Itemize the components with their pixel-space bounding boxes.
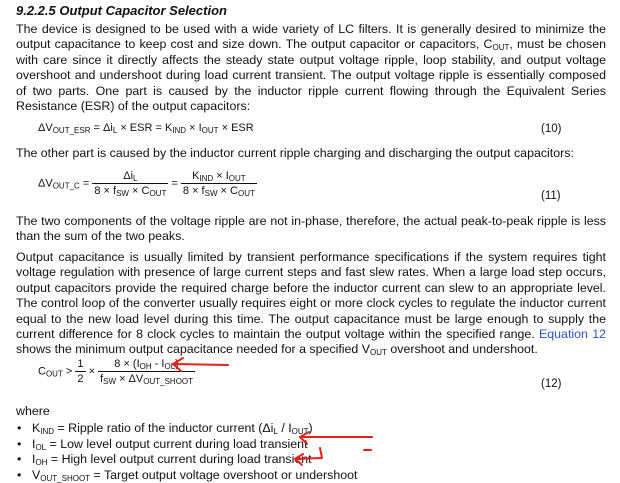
section-number: 9.2.2.5 — [16, 3, 56, 18]
fraction-11a: $\frac{\Delta i_L}{8 \times f_{SW} \times C_{OUT}}$ — [94, 170, 167, 198]
equation-number-12: (12) — [541, 378, 562, 390]
definition-kind: • $K_{IND}$ = Ripple ratio of the inductor current $(\Delta i_L / I_{OUT})$ — [16, 421, 357, 437]
fraction-11b: $\frac{K_{IND} \times I_{OUT}}{8 \times f_{SW} \times C_{OUT}}$ — [182, 170, 255, 198]
fraction-12-half: $\frac{1}{2}$ — [77, 358, 84, 385]
paragraph-intro: The device is designed to be used with a wide variety of LC filters. It is generally desired to minimize the output capacitance to keep cost and size down. The output capacitor or capacitors, $C_{OUT}$, must be chosen with care since it directly affects the steady state output voltage ripple, loop stability, and output voltage overshoot and undershoot during load current transient. The output voltage ripple is essentially composed of two parts. One part is caused by the inductor ripple current flowing through the Equivalent Series Resistance (ESR) of the output capacitors: — [16, 22, 606, 114]
annotation-strokes — [173, 358, 372, 465]
equation-12: $C_{OUT}$ > $\frac{1}{2}$ × $\frac{8 \times (I_{OH} - I_{OL})}{f_{SW} \times \Delta V_{OUT\_SHOOT}}$ — [38, 358, 194, 386]
definition-iol: • $I_{OL}$ = Low level output current during load transient — [16, 437, 357, 453]
fraction-12-main: $\frac{8 \times (I_{OH} - I_{OL})}{f_{SW} \times \Delta V_{OUT\_SHOOT}}$ — [100, 358, 194, 386]
equation-number-11: (11) — [541, 190, 561, 202]
equation-10: $\Delta V_{OUT\_ESR} = \Delta i_L$ × ESR = $K_{IND} \times I_{OUT}$ × ESR — [38, 122, 254, 135]
equation-12-link[interactable]: Equation 12 — [539, 327, 606, 342]
where-label: where — [16, 404, 50, 418]
equation-number-10: (10) — [541, 123, 562, 135]
definition-vout-shoot: • $V_{OUT\_SHOOT}$ = Target output voltage overshoot or undershoot — [16, 468, 357, 483]
section-title: Output Capacitor Selection — [59, 3, 227, 18]
annotation-arrow-equation — [173, 358, 228, 371]
annotation-arrow-iol — [300, 432, 372, 444]
paragraph-ripple-c: The other part is caused by the inductor current ripple charging and discharging the output capacitors: — [16, 146, 574, 160]
paragraph-capacitance: Output capacitance is usually limited by transient performance specifications if the system requires tight voltage regulation with presence of large current steps and fast slew rates. When a large load step occurs, output capacitors provide the required charge before the inductor current can slew to an appropriate level. The control loop of the converter usually requires eight or more clock cycles to regulate the inductor current equal to the new load level during this time. The output capacitance must be large enough to supply the current difference for 8 clock cycles to maintain the output voltage within the specified range. Equation 12 shows the minimum output capacitance needed for a specified $V_{OUT}$ overshoot and undershoot. — [16, 250, 606, 358]
annotation-bracket-ioh — [295, 448, 322, 465]
paragraph-in-phase: The two components of the voltage ripple are not in-phase, therefore, the actual peak-to-peak ripple is less than the sum of the two peaks. — [16, 214, 606, 244]
definition-ioh: • $I_{OH}$ = High level output current during load transient — [16, 452, 357, 468]
equation-11: $\Delta V_{OUT\_C}$ = $\frac{\Delta i_L}{8 \times f_{SW} \times C_{OUT}}$ = $\frac{K_{IND} \times I_{OUT}}{8 \times f_{SW} \times C_{OUT}}$ — [38, 170, 255, 198]
